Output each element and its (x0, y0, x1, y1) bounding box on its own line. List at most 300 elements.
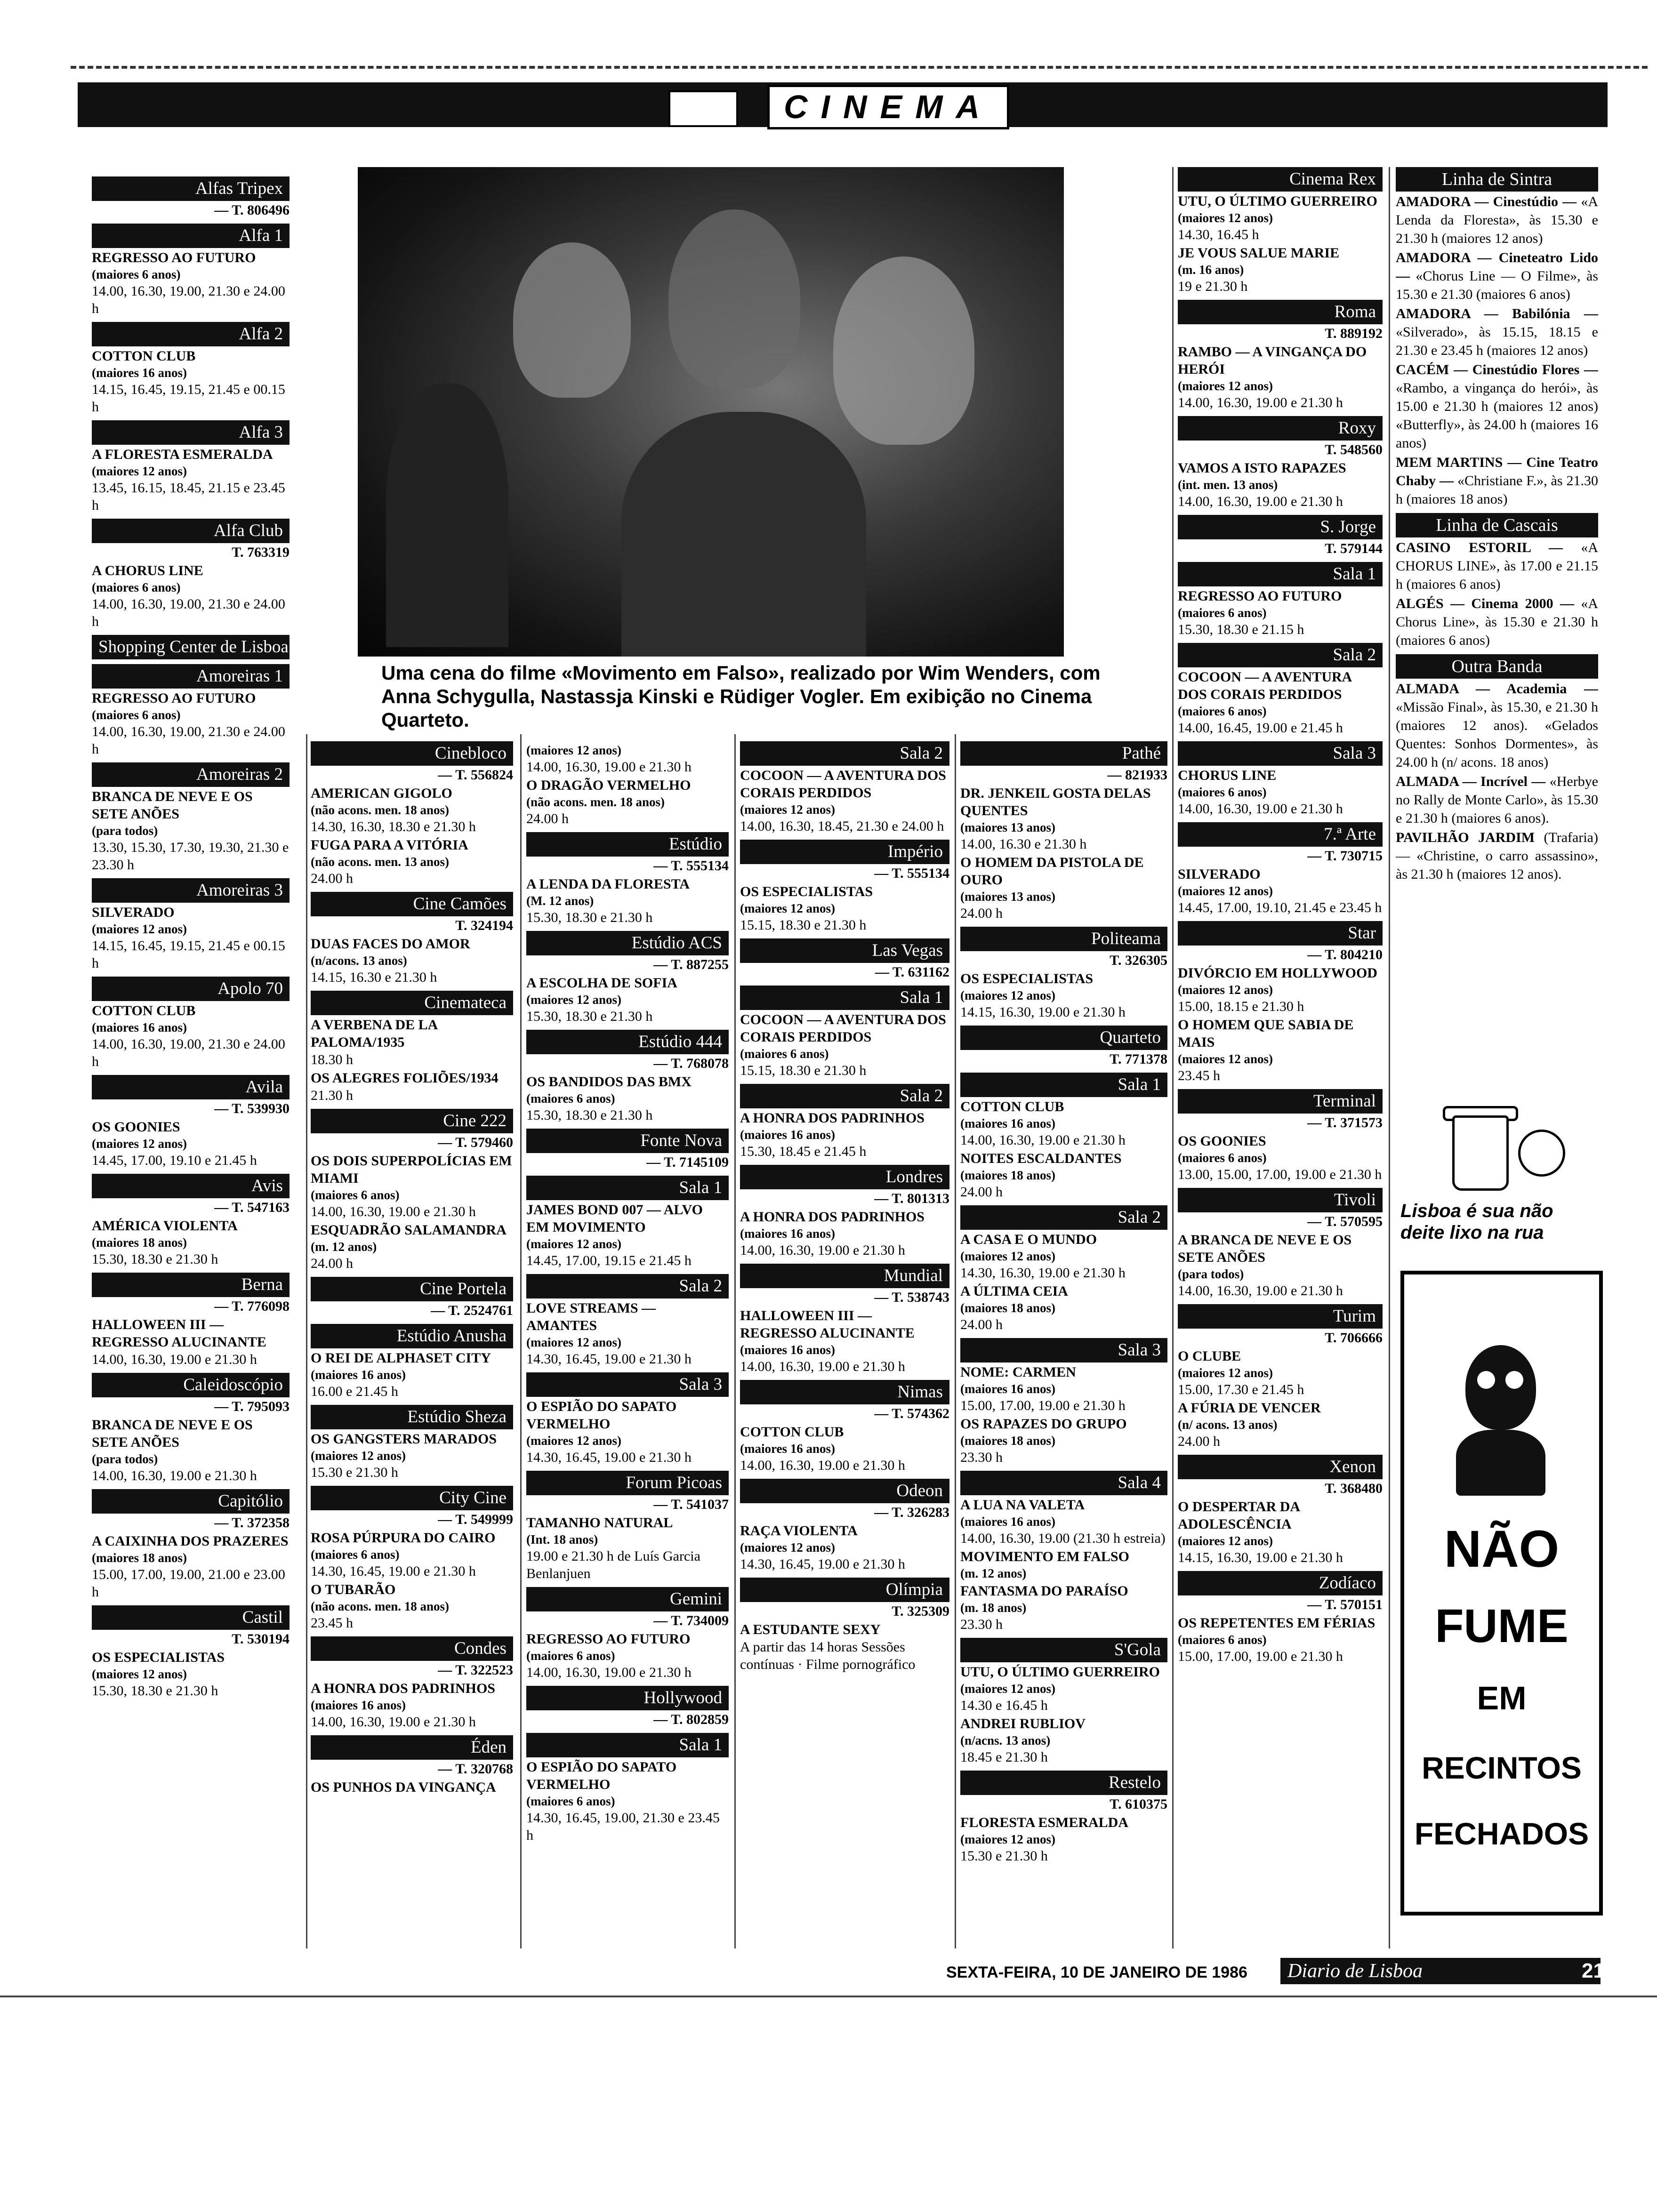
cinema-listing (526, 1129, 729, 1171)
cinema-name: Cine Portela (311, 1277, 513, 1301)
film-rating: (maiores 12 anos) (1178, 1366, 1273, 1380)
film-sessions: 14.45, 17.00, 19.15 e 21.45 h (526, 1253, 692, 1268)
film-title: A CHORUS LINE (92, 563, 203, 578)
cinema-name: Mundial (740, 1264, 949, 1288)
cinema-name: Roxy (1178, 416, 1383, 441)
film-rating: (m. 16 anos) (1178, 263, 1244, 277)
film-entry (311, 1152, 513, 1220)
film-sessions: 15.30 e 21.30 h (311, 1465, 398, 1480)
film-rating: (não acons. men. 13 anos) (311, 855, 450, 869)
cinema-name: Sala 4 (960, 1471, 1167, 1495)
region-title: Outra Banda (1396, 654, 1598, 679)
film-entry (740, 1011, 949, 1079)
film-rating: (maiores 12 anos) (92, 1137, 187, 1151)
cinema-phone: — T. 372358 (214, 1515, 290, 1531)
film-title: A ESCOLHA DE SOFIA (526, 975, 677, 991)
film-entry (526, 1398, 729, 1466)
film-rating: (maiores 12 anos) (1178, 1052, 1273, 1066)
film-title: JAMES BOND 007 — ALVO EM MOVIMENTO (526, 1202, 703, 1235)
column-divider (1389, 167, 1390, 1948)
cinema-name: Estúdio Anusha (311, 1324, 513, 1348)
film-title: A LUA NA VALETA (960, 1497, 1085, 1513)
cinema-phone: T. 324194 (455, 918, 513, 933)
film-sessions: 14.00, 16.30, 19.00 e 21.30 h (526, 1665, 692, 1680)
cinema-phone: — T. 802859 (653, 1712, 729, 1727)
film-sessions: 15.00, 18.15 e 21.30 h (1178, 999, 1304, 1014)
film-sessions: 14.00, 16.30, 19.00 e 21.30 h (1178, 801, 1343, 817)
film-entry (311, 1581, 513, 1632)
film-rating: (maiores 18 anos) (960, 1434, 1055, 1448)
film-entry (1178, 192, 1383, 243)
film-title: A FÚRIA DE VENCER (1178, 1400, 1321, 1416)
film-entry (1178, 668, 1383, 737)
film-entry (526, 1630, 729, 1681)
film-rating: (maiores 6 anos) (1178, 606, 1267, 620)
cinema-listing (92, 519, 290, 630)
film-title: REGRESSO AO FUTURO (92, 690, 256, 706)
cinema-phone: T. 889192 (1325, 326, 1383, 341)
cinema-listing (526, 1030, 729, 1124)
cinema-name: Condes (311, 1636, 513, 1661)
film-sessions: 18.45 e 21.30 h (960, 1749, 1048, 1765)
cinema-listing (1178, 562, 1383, 638)
film-entry (526, 1299, 729, 1368)
film-title: A HONRA DOS PADRINHOS (311, 1681, 495, 1696)
film-entry (311, 1221, 513, 1272)
film-title: FLORESTA ESMERALDA (960, 1815, 1129, 1830)
cinema-phone: T. 771378 (1110, 1051, 1167, 1067)
cinema-name: Apolo 70 (92, 977, 290, 1001)
film-entry (92, 347, 290, 416)
film-rating: (maiores 12 anos) (740, 901, 835, 915)
cinema-listing (740, 1578, 949, 1673)
region-entry-head: AMADORA — Babilónia — (1396, 306, 1598, 321)
film-sessions: 24.00 h (1178, 1434, 1220, 1449)
cinema-listing (1178, 643, 1383, 737)
cinema-listing (92, 664, 290, 758)
film-sessions: 21.30 h (311, 1088, 353, 1103)
film-sessions: 14.30, 16.45 h (1178, 227, 1259, 242)
film-sessions: 14.30, 16.30, 19.00 e 21.30 h (960, 1265, 1126, 1281)
film-entry (92, 446, 290, 514)
cinema-phone: — T. 371573 (1307, 1115, 1383, 1130)
film-entry (960, 1715, 1167, 1766)
film-rating: (maiores 12 anos) (526, 1434, 621, 1448)
cinema-listing (1178, 1455, 1383, 1566)
region-entry-body: «Herbye no Rally de Monte Carlo», às 15.30 e 21.30 h (maiores 6 anos). (1396, 774, 1598, 826)
film-sessions: 23.45 h (311, 1615, 353, 1631)
film-sessions: 24.00 h (526, 811, 569, 826)
film-title: OS GANGSTERS MARADOS (311, 1431, 497, 1447)
film-entry (1178, 1498, 1383, 1566)
cinema-name: Quarteto (960, 1026, 1167, 1050)
film-rating: (maiores 13 anos) (960, 890, 1055, 904)
film-title: A CAIXINHA DOS PRAZERES (92, 1533, 289, 1549)
cinema-listing (92, 1373, 290, 1484)
cinema-name: Las Vegas (740, 938, 949, 963)
film-title: OS ESPECIALISTAS (960, 971, 1094, 986)
film-title: DR. JENKEIL GOSTA DELAS QUENTES (960, 785, 1151, 818)
cinema-listing (92, 1174, 290, 1268)
cinema-name: Avila (92, 1075, 290, 1099)
film-rating: (maiores 12 anos) (526, 1237, 621, 1251)
film-sessions: 14.45, 17.00, 19.10, 21.45 e 23.45 h (1178, 900, 1382, 915)
film-title: O DESPERTAR DA ADOLESCÊNCIA (1178, 1499, 1300, 1532)
film-title: COCOON — A AVENTURA DOS CORAIS PERDIDOS (740, 768, 946, 801)
film-rating: (maiores 12 anos) (960, 1832, 1055, 1846)
cinema-name: Cinema Rex (1178, 167, 1383, 192)
film-title: COTTON CLUB (92, 348, 196, 364)
film-title: TAMANHO NATURAL (526, 1515, 673, 1531)
film-title: A HONRA DOS PADRINHOS (740, 1209, 925, 1225)
film-sessions: 14.00, 16.30, 19.00 e 21.30 h (1178, 1283, 1343, 1298)
film-entry (1178, 1399, 1383, 1450)
cinema-name: Terminal (1178, 1089, 1383, 1114)
film-sessions: 14.00, 16.30, 19.00 e 21.30 h (92, 1468, 257, 1483)
film-sessions: 15.00, 17.00, 19.00 e 21.30 h (1178, 1649, 1343, 1664)
film-sessions: 24.00 h (960, 1317, 1003, 1332)
film-sessions: 23.30 h (960, 1450, 1003, 1465)
film-title: A LENDA DA FLORESTA (526, 876, 690, 892)
film-sessions: 14.00, 16.30, 19.00 e 21.30 h (526, 759, 692, 775)
region-entry (1396, 453, 1598, 508)
film-entry (526, 1514, 729, 1582)
film-title: HALLOWEEN III — REGRESSO ALUCINANTE (740, 1308, 915, 1341)
film-title: MOVIMENTO EM FALSO (960, 1549, 1129, 1564)
cinema-name: Sala 1 (1178, 562, 1383, 586)
anti-litter-slogan: Lisboa é sua não deite lixo na rua (1400, 1201, 1553, 1243)
film-sessions: 24.00 h (311, 1256, 353, 1271)
film-rating: (maiores 12 anos) (740, 1540, 835, 1555)
film-entry (311, 1680, 513, 1731)
cinema-name: Sala 1 (526, 1176, 729, 1200)
film-sessions: 23.30 h (960, 1617, 1003, 1632)
cinema-listing (1178, 1188, 1383, 1299)
cinema-name: Gemini (526, 1587, 729, 1611)
film-rating: (maiores 12 anos) (960, 1682, 1055, 1696)
cinema-phone: — T. 804210 (1307, 947, 1383, 962)
film-entry (1178, 964, 1383, 1015)
cinema-name: Nimas (740, 1380, 949, 1404)
cinema-phone: — T. 555134 (874, 866, 949, 881)
film-entry (1178, 1614, 1383, 1665)
film-title: OS GOONIES (1178, 1133, 1266, 1149)
cinema-phone: — T. 570595 (1307, 1214, 1383, 1229)
film-rating: (maiores 16 anos) (740, 1343, 835, 1357)
cinema-name: S. Jorge (1178, 515, 1383, 539)
cinema-name: Roma (1178, 300, 1383, 324)
cinema-phone: T. 610375 (1110, 1796, 1167, 1812)
film-rating: (maiores 6 anos) (311, 1547, 400, 1562)
cinema-listing (1178, 741, 1383, 817)
cinema-listing (740, 986, 949, 1079)
cinema-name: Amoreiras 1 (92, 664, 290, 689)
film-rating: (maiores 12 anos) (92, 464, 187, 478)
cinema-name: Sala 1 (960, 1073, 1167, 1097)
cinema-listing (740, 741, 949, 835)
film-title: OS DOIS SUPERPOLÍCIAS EM MIAMI (311, 1153, 512, 1186)
region-title: Linha de Sintra (1396, 167, 1598, 192)
cinema-listing (740, 1084, 949, 1160)
region-entry (1396, 361, 1598, 452)
film-title: OS RAPAZES DO GRUPO (960, 1416, 1127, 1432)
region-entry (1396, 248, 1598, 304)
film-entry (526, 1201, 729, 1269)
film-sessions: 15.15, 18.30 e 21.30 h (740, 1063, 867, 1078)
film-title: COTTON CLUB (92, 1003, 196, 1018)
cinema-listing (526, 1686, 729, 1728)
cinema-name: Estúdio (526, 832, 729, 857)
film-title: UTU, O ÚLTIMO GUERREIRO (1178, 193, 1377, 209)
film-title: RAMBO — A VINGANÇA DO HERÓI (1178, 344, 1367, 377)
film-entry (92, 1532, 290, 1601)
column-divider (955, 734, 956, 1948)
cinema-phone: — T. 547163 (214, 1200, 290, 1215)
film-sessions: 14.00, 16.30, 19.00 e 21.30 h (740, 1242, 905, 1258)
film-entry (311, 1069, 513, 1104)
film-title: ANDREI RUBLIOV (960, 1716, 1086, 1731)
region-entry-head: AMADORA — Cinestúdio — (1396, 194, 1577, 209)
film-entry (526, 777, 729, 827)
cinema-name: Amoreiras 2 (92, 762, 290, 787)
cinema-name: 7.ª Arte (1178, 822, 1383, 847)
cinema-phone: — T. 322523 (438, 1662, 513, 1678)
film-entry (92, 788, 290, 874)
region-section (1396, 654, 1598, 883)
film-title: AMERICAN GIGOLO (311, 785, 452, 801)
film-title: CHORUS LINE (1178, 768, 1277, 783)
film-entry (1178, 244, 1383, 295)
film-rating: (maiores 16 anos) (960, 1382, 1055, 1396)
film-entry (92, 562, 290, 630)
film-title: DIVÓRCIO EM HOLLYWOOD (1178, 965, 1377, 981)
photo-figure (621, 412, 866, 657)
film-entry (92, 1316, 290, 1368)
region-section (1396, 513, 1598, 649)
film-sessions: 15.00, 17.00, 19.00 e 21.30 h (960, 1398, 1126, 1413)
film-rating: (n/acons. 13 anos) (311, 954, 407, 968)
cinema-name: Sala 3 (1178, 741, 1383, 766)
film-rating: (não acons. men. 18 anos) (311, 803, 450, 817)
film-rating: (maiores 6 anos) (526, 1649, 615, 1663)
film-entry (92, 689, 290, 758)
film-sessions: 14.15, 16.30 e 21.30 h (311, 970, 437, 985)
film-entry (740, 883, 949, 934)
cinema-phone: — T. 7145109 (646, 1154, 729, 1170)
cinema-name: Pathé (960, 741, 1167, 766)
skull-icon (1456, 1345, 1550, 1500)
cinema-listing (1178, 1571, 1383, 1665)
film-sessions: 15.15, 18.30 e 21.30 h (740, 917, 867, 933)
cinema-listing (1178, 822, 1383, 916)
film-entry (311, 1430, 513, 1481)
film-rating: (maiores 6 anos) (1178, 1633, 1267, 1647)
film-rating: (maiores 16 anos) (740, 1226, 835, 1241)
film-entry (92, 1217, 290, 1268)
cinema-phone: — T. 795093 (214, 1399, 290, 1414)
cinema-listing (1178, 416, 1383, 510)
cinema-name: Sala 2 (740, 1084, 949, 1108)
cinema-name: Sala 1 (740, 986, 949, 1010)
no-smoking-line: NÃO (1444, 1520, 1560, 1578)
film-title: OS PUNHOS DA VINGANÇA (311, 1779, 496, 1795)
film-title: FANTASMA DO PARAÍSO (960, 1583, 1128, 1599)
film-title: UTU, O ÚLTIMO GUERREIRO (960, 1664, 1160, 1680)
region-entry (1396, 538, 1598, 593)
cinema-listing (1178, 1304, 1383, 1450)
film-title: FUGA PARA A VITÓRIA (311, 837, 468, 853)
film-title: A ÚLTIMA CEIA (960, 1283, 1068, 1299)
film-rating: (maiores 16 anos) (311, 1368, 406, 1382)
cinema-phone: — T. 541037 (653, 1497, 729, 1512)
film-title: REGRESSO AO FUTURO (92, 250, 256, 265)
cinema-name: Star (1178, 921, 1383, 946)
film-rating: (maiores 6 anos) (740, 1047, 829, 1061)
film-sessions: 14.30, 16.45, 19.00 e 21.30 h (526, 1450, 692, 1465)
film-sessions: 15.30, 18.30 e 21.30 h (526, 910, 653, 925)
film-sessions: 14.30, 16.45, 19.00 e 21.30 h (526, 1351, 692, 1367)
region-entry-head: MEM MARTINS — Cine Teatro Chaby — (1396, 455, 1598, 489)
cinema-listing (311, 991, 513, 1104)
cinema-name: Forum Picoas (526, 1471, 729, 1495)
film-entry (960, 1282, 1167, 1333)
column-divider (520, 734, 522, 1948)
film-sessions: 14.00, 16.30, 19.00, 21.30 e 24.00 h (92, 596, 285, 629)
film-title: NOME: CARMEN (960, 1364, 1076, 1380)
cinema-phone: T. 325309 (892, 1603, 949, 1619)
film-sessions: 15.00, 17.30 e 21.45 h (1178, 1382, 1304, 1397)
no-smoking-line: EM (1477, 1680, 1527, 1716)
region-entry-head: ALMADA — Incrível — (1396, 774, 1546, 789)
cinema-listing (526, 1471, 729, 1582)
page-number: 21 (1582, 1959, 1605, 1982)
cinema-listing (740, 1479, 949, 1573)
film-title: BRANCA DE NEVE E OS SETE ANÕES (92, 1417, 253, 1450)
no-smoking-line: FECHADOS (1414, 1816, 1589, 1851)
film-title: AMÉRICA VIOLENTA (92, 1218, 238, 1234)
film-title: O HOMEM QUE SABIA DE MAIS (1178, 1017, 1354, 1050)
cinema-listing (526, 1274, 729, 1368)
cinema-phone: — T. 806496 (214, 202, 290, 218)
film-rating: (maiores 12 anos) (526, 743, 621, 757)
film-rating: (para todos) (1178, 1267, 1244, 1281)
film-sessions: 14.00, 16.45, 19.00 e 21.45 h (1178, 720, 1343, 736)
cinema-phone: — T. 887255 (653, 957, 729, 972)
film-entry (92, 1649, 290, 1699)
film-entry (960, 1663, 1167, 1714)
photo-figure (668, 209, 800, 388)
region-entry-body: «Chorus Line — O Filme», às 15.30 e 21.30 (maiores 6 anos) (1396, 268, 1598, 302)
film-entry (92, 904, 290, 972)
film-rating: (para todos) (92, 824, 158, 838)
cinema-listing (92, 420, 290, 514)
cinema-listing (526, 832, 729, 926)
cinema-phone: — T. 2524761 (431, 1303, 513, 1318)
cinema-listing (1178, 1089, 1383, 1183)
cinema-listing (92, 1489, 290, 1601)
film-sessions: 14.00, 16.30, 19.00 e 21.30 h (311, 1714, 476, 1730)
cinema-phone: — T. 538743 (874, 1290, 949, 1305)
cinema-phone: T. 326305 (1110, 953, 1167, 968)
film-sessions: 14.00, 16.30, 19.00, 21.30 e 24.00 h (92, 283, 285, 316)
footer-date: SEXTA-FEIRA, 10 DE JANEIRO DE 1986 (946, 1964, 1247, 1981)
cinema-phone: — T. 730715 (1307, 848, 1383, 864)
film-entry (960, 1231, 1167, 1282)
region-entry (1396, 680, 1598, 771)
cinema-listing (1178, 300, 1383, 411)
listing-column-3 (526, 741, 729, 1965)
film-rating: (maiores 12 anos) (740, 802, 835, 817)
cinema-listing (1178, 921, 1383, 1084)
film-sessions: 16.00 e 21.45 h (311, 1384, 398, 1399)
film-rating: (m. 18 anos) (960, 1601, 1027, 1615)
film-title: ROSA PÚRPURA DO CAIRO (311, 1530, 496, 1546)
cinema-listing (92, 322, 290, 416)
listing-column-2 (311, 741, 513, 1965)
film-rating: (maiores 6 anos) (1178, 704, 1267, 718)
cinema-name: Olímpia (740, 1578, 949, 1602)
film-title: O REI DE ALPHASET CITY (311, 1350, 491, 1366)
cinema-listing (1178, 167, 1383, 295)
region-entry-head: ALGÉS — Cinema 2000 — (1396, 596, 1574, 611)
film-sessions: 18.30 h (311, 1052, 353, 1067)
film-rating: (maiores 6 anos) (1178, 1151, 1267, 1165)
film-title: REGRESSO AO FUTURO (526, 1631, 691, 1647)
photo-figure (833, 256, 974, 445)
film-entry (740, 767, 949, 835)
film-entry (311, 1349, 513, 1400)
listing-column-6 (1178, 167, 1383, 1960)
cinema-name: S'Gola (960, 1638, 1167, 1662)
film-rating: (m. 12 anos) (960, 1566, 1027, 1580)
film-rating: (não acons. men. 18 anos) (526, 795, 665, 809)
film-rating: (maiores 12 anos) (92, 922, 187, 936)
film-rating: (maiores 18 anos) (960, 1301, 1055, 1315)
film-sessions: 15.30, 18.30 e 21.30 h (92, 1683, 218, 1699)
cinema-phone: — T. 734009 (653, 1613, 729, 1628)
film-rating: (maiores 6 anos) (311, 1188, 400, 1202)
top-dashed-rule (71, 66, 1648, 69)
film-entry (526, 875, 729, 926)
cinema-phone: — T. 539930 (214, 1101, 290, 1116)
cinema-name: Castil (92, 1605, 290, 1630)
cinema-phone: — T. 570151 (1307, 1597, 1383, 1612)
cinema-phone: T. 579144 (1325, 541, 1383, 556)
region-entry-body: «A Chorus Line», às 15.30 e 21.30 h (maiores 6 anos) (1396, 596, 1598, 648)
film-entry (1178, 866, 1383, 916)
cinema-listing (311, 1277, 513, 1319)
cinema-name: Alfa 2 (92, 322, 290, 346)
film-sessions: 19 e 21.30 h (1178, 279, 1248, 294)
film-rating: (maiores 12 anos) (1178, 211, 1273, 225)
film-rating: (m. 12 anos) (311, 1240, 377, 1254)
cinema-listing (526, 931, 729, 1025)
cinema-name: City Cine (311, 1486, 513, 1510)
film-title: COCOON — A AVENTURA DOS CORAIS PERDIDOS (1178, 669, 1351, 702)
film-entry (1178, 1132, 1383, 1183)
newspaper-name: Diario de Lisboa (1287, 1960, 1423, 1982)
region-entry-body: «Rambo, a vingança do herói», às 15.00 e 21.30 h (maiores 12 anos) «Butterfly», às 24.00 h (maiores 16 anos) (1396, 380, 1598, 451)
film-sessions: 15.30 e 21.30 h (960, 1848, 1048, 1864)
film-sessions: 14.00, 16.30, 18.45, 21.30 e 24.00 h (740, 818, 944, 834)
film-sessions: 14.30, 16.30, 18.30 e 21.30 h (311, 819, 476, 834)
region-entry-head: CACÉM — Cinestúdio Flores — (1396, 362, 1598, 377)
cinema-listing (92, 762, 290, 874)
film-entry (1178, 459, 1383, 510)
film-rating: (Int. 18 anos) (526, 1532, 598, 1547)
film-sessions: 14.00, 16.30, 19.00 e 21.30 h (1178, 395, 1343, 410)
region-entry-body: «Christiane F.», às 21.30 h (maiores 18 anos) (1396, 473, 1598, 507)
